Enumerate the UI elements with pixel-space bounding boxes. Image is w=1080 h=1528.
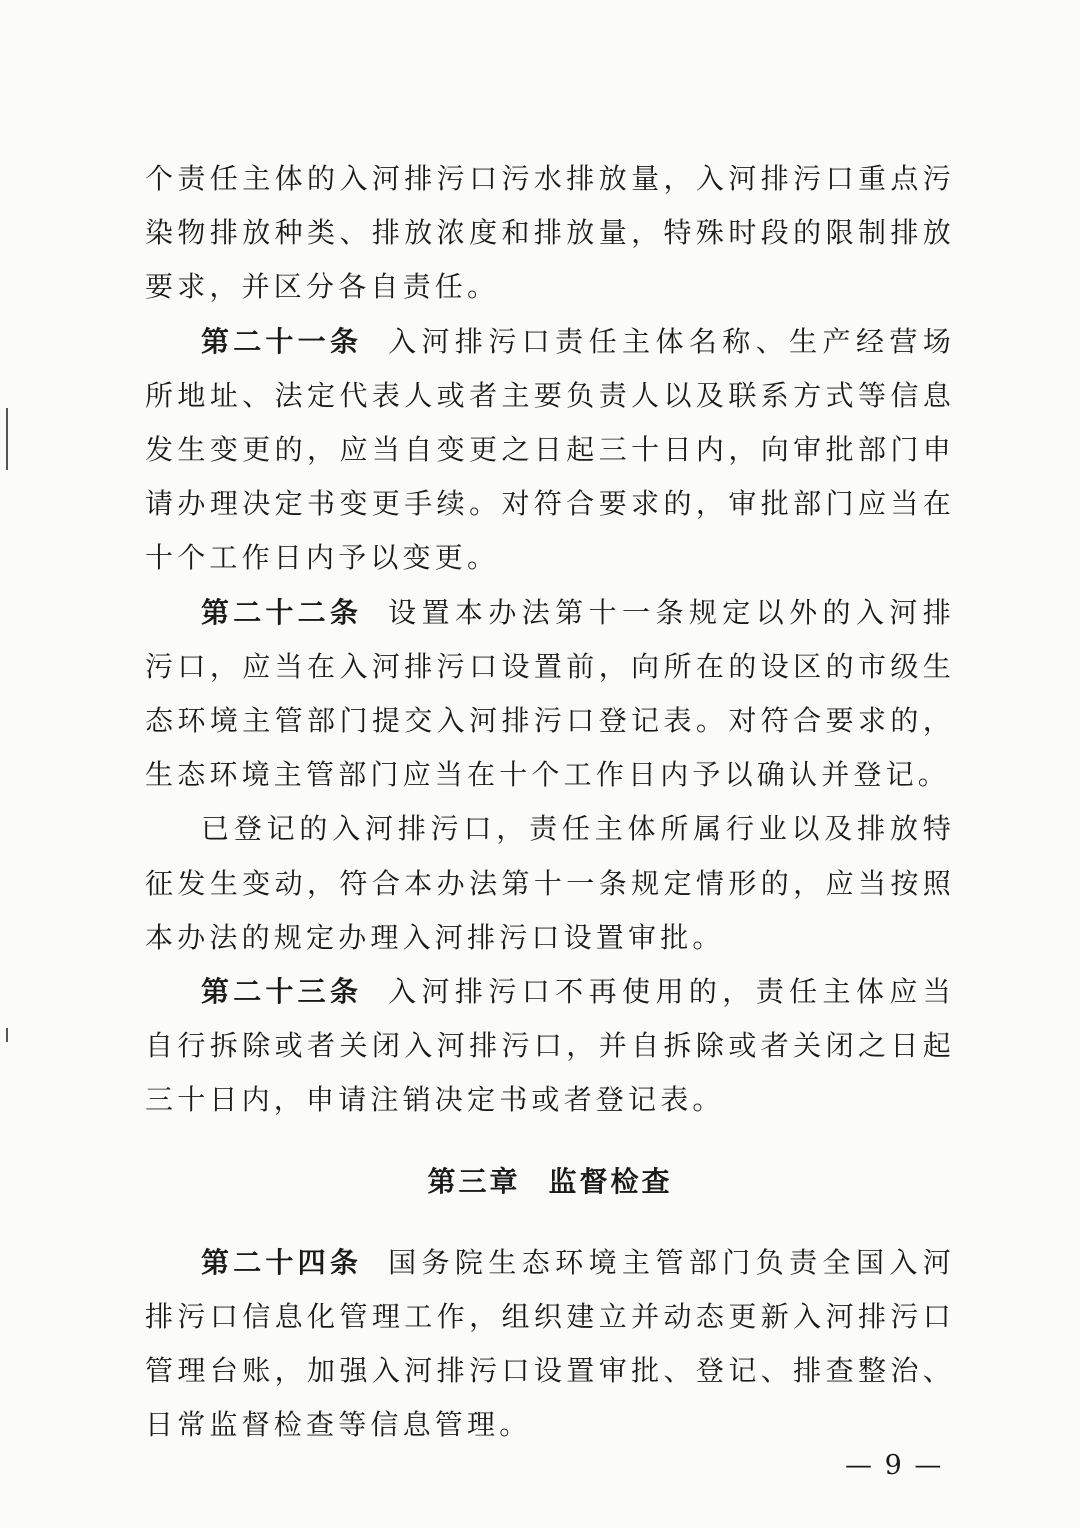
body-text <box>145 152 955 1482</box>
binding-mark <box>6 1028 8 1042</box>
article-number: 第二十一条 <box>201 324 363 358</box>
article-number: 第二十四条 <box>201 1245 363 1279</box>
paragraph <box>145 315 955 586</box>
article-number: 第二十三条 <box>201 975 363 1009</box>
page-number: — 9 — <box>845 1450 944 1482</box>
paragraph-text: 入河排污口责任主体名称、生产经营场所地址、法定代表人或者主要负责人以及联系方式等信息发生变更的，应当自变更之日起三十日内，向审批部门申请办理决定书变更手续。对符合要求的，审批部门应当在十个工作日内予以变更。 <box>145 324 955 575</box>
paragraph-text: 设置本办法第十一条规定以外的入河排污口，应当在入河排污口设置前，向所在的设区的市级生态环境主管部门提交入河排污口登记表。对符合要求的，生态环境主管部门应当在十个工作日内予以确认并登记。 <box>145 595 955 792</box>
paragraph <box>145 802 955 965</box>
paragraph <box>145 152 955 315</box>
paragraph-text: 个责任主体的入河排污口污水排放量，入河排污口重点污染物排放种类、排放浓度和排放量，特殊时段的限制排放要求，并区分各自责任。 <box>145 162 955 304</box>
chapter-title: 监督检查 <box>548 1164 673 1198</box>
chapter-heading <box>145 1128 955 1236</box>
paragraph <box>145 965 955 1128</box>
paragraph-text: 国务院生态环境主管部门负责全国入河排污口信息化管理工作，组织建立并动态更新入河排污口管理台账，加强入河排污口设置审批、登记、排查整治、日常监督检查等信息管理。 <box>145 1245 955 1442</box>
paragraph-text: 已登记的入河排污口，责任主体所属行业以及排放特征发生变动，符合本办法第十一条规定情形的，应当按照本办法的规定办理入河排污口设置审批。 <box>145 812 955 954</box>
article-number: 第二十二条 <box>201 595 363 629</box>
paragraph-text: 入河排污口不再使用的，责任主体应当自行拆除或者关闭入河排污口，并自拆除或者关闭之日起三十日内，申请注销决定书或者登记表。 <box>145 975 955 1117</box>
chapter-number: 第三章 <box>427 1164 521 1198</box>
paragraph <box>145 586 955 803</box>
paragraph <box>145 1236 955 1453</box>
binding-mark <box>6 408 8 470</box>
